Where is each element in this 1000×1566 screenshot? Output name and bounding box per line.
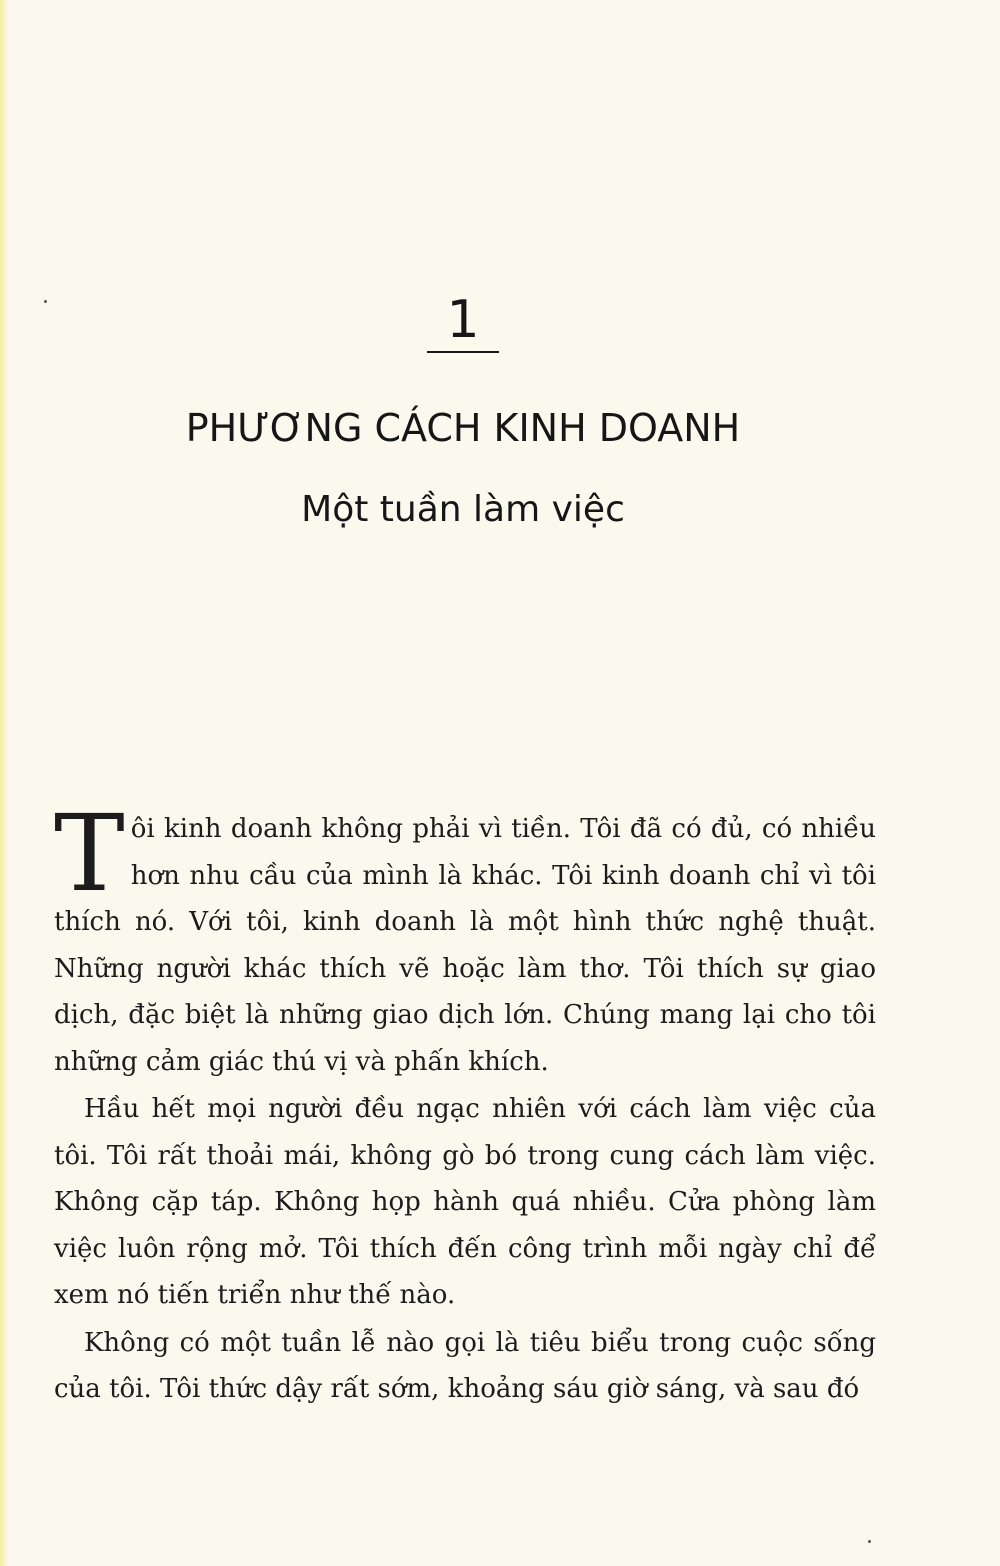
body-text [54, 792, 876, 1414]
chapter-number-underline [427, 351, 499, 353]
paragraph-1-text: ôi kinh doanh không phải vì tiền. Tôi đã có đủ, có nhiều hơn nhu cầu của mình là khác. Tôi kinh doanh chỉ vì tôi thích nó. Với tôi, kinh doanh là một hình thức nghệ thuật. Những người khác thích vẽ hoặc làm thơ. Tôi thích sự giao dịch, đặc biệt là những giao dịch lớn. Chúng mang lại cho tôi những cảm giác thú vị và phấn khích. [54, 814, 876, 1077]
chapter-title: PHƯƠNG CÁCH KINH DOANH [185, 406, 741, 450]
page-edge [0, 0, 8, 1566]
paragraph-3: Không có một tuần lễ nào gọi là tiêu biểu trong cuộc sống của tôi. Tôi thức dậy rất sớm, khoảng sáu giờ sáng, và sau đó [54, 1327, 876, 1404]
paragraph-1 [54, 792, 876, 1085]
drop-cap: T [54, 792, 125, 915]
chapter-number: 1 [446, 290, 480, 350]
scan-speck [44, 300, 47, 303]
paragraph-2: Hầu hết mọi người đều ngạc nhiên với cách làm việc của tôi. Tôi rất thoải mái, không gò bó trong cung cách làm việc. Không cặp táp. Không họp hành quá nhiều. Cửa phòng làm việc luôn rộng mở. Tôi thích đến công trình mỗi ngày chỉ để xem nó tiến triển như thế nào. [54, 1094, 876, 1310]
scan-speck [868, 1540, 871, 1543]
chapter-subtitle: Một tuần làm việc [301, 489, 625, 530]
